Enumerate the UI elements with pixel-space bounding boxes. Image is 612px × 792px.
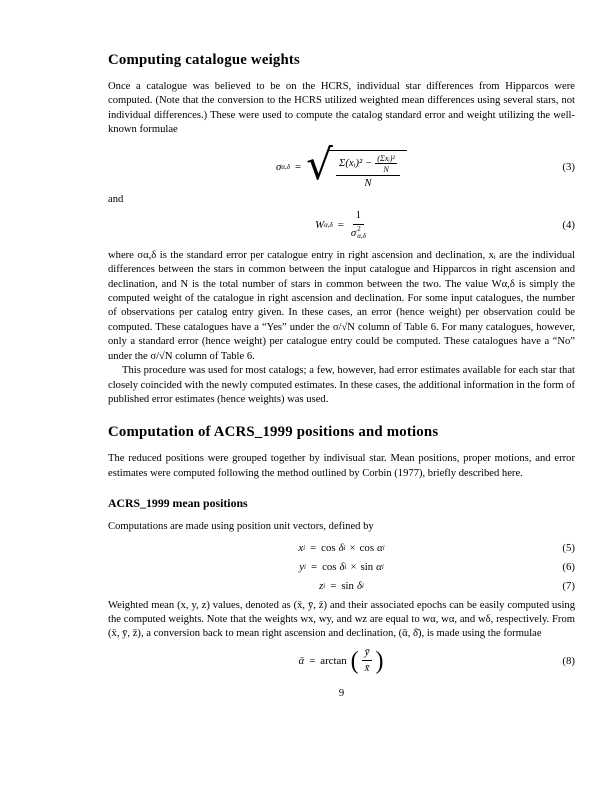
equation-4 bbox=[108, 209, 575, 240]
equation-7 bbox=[108, 580, 575, 592]
paragraph-computation-intro: The reduced positions were grouped together by indivisual star. Mean positions, proper motions, and error estimates were computed following the method outlined by Corbin (1977), briefly described here. bbox=[108, 453, 575, 479]
equation-4-body bbox=[315, 209, 368, 240]
delta-symbol: δ bbox=[356, 579, 362, 592]
equation-5-body bbox=[298, 542, 384, 554]
cos-function: cos bbox=[321, 541, 336, 554]
equation-number-3: (3) bbox=[562, 161, 575, 174]
equation-6-body bbox=[299, 561, 384, 573]
cos-function: cos bbox=[359, 541, 375, 554]
sigma-symbol: σ bbox=[350, 226, 357, 239]
numerator: 1 bbox=[353, 209, 364, 224]
equation-number-6: (6) bbox=[562, 560, 575, 573]
y-subscript: i bbox=[304, 562, 306, 571]
equation-3-body bbox=[276, 139, 407, 191]
denominator bbox=[351, 225, 366, 241]
delta-subscript: i bbox=[343, 543, 346, 552]
paragraph-unit-vectors: Computations are made using position unit vectors, defined by bbox=[108, 521, 374, 533]
sigma-superscript: 2 bbox=[357, 224, 361, 233]
sum-of-squares-term: Σ(xᵢ)² − bbox=[338, 157, 373, 170]
fraction bbox=[351, 209, 366, 240]
square-root bbox=[306, 139, 407, 191]
equals-sign: = bbox=[309, 654, 316, 667]
equation-5 bbox=[108, 542, 575, 554]
sigma-subscript: α,δ bbox=[357, 232, 366, 241]
weight-subscript: α,δ bbox=[324, 221, 333, 230]
equals-sign: = bbox=[295, 161, 302, 174]
equals-sign: = bbox=[337, 219, 344, 232]
equation-number-5: (5) bbox=[562, 541, 575, 554]
right-paren: ) bbox=[375, 647, 384, 675]
x-symbol: x bbox=[298, 541, 304, 554]
x-bar-symbol: x̄ bbox=[364, 662, 370, 675]
equation-7-body bbox=[319, 580, 364, 592]
x-subscript: i bbox=[303, 543, 306, 552]
alpha-symbol: α bbox=[377, 541, 383, 554]
z-symbol: z bbox=[319, 579, 324, 592]
equation-number-7: (7) bbox=[562, 579, 575, 592]
heading-computation-acrs-1999: Computation of ACRS_1999 positions and motions bbox=[108, 424, 439, 441]
equals-sign: = bbox=[330, 579, 337, 592]
inner-fraction bbox=[375, 154, 397, 175]
delta-subscript: i bbox=[344, 562, 347, 571]
fraction bbox=[362, 646, 373, 676]
outer-fraction bbox=[336, 154, 400, 191]
radical-sign-icon: √ bbox=[306, 139, 333, 189]
weight-symbol: W bbox=[315, 219, 325, 232]
y-symbol: y bbox=[299, 560, 305, 573]
cos-function: cos bbox=[322, 560, 337, 573]
y-bar-symbol: ȳ bbox=[362, 646, 373, 661]
text-column bbox=[108, 52, 575, 699]
sigma-symbol: σ bbox=[276, 161, 282, 174]
connector-and: and bbox=[108, 193, 124, 205]
equals-sign: = bbox=[310, 560, 318, 573]
equals-sign: = bbox=[310, 541, 317, 554]
numerator bbox=[336, 154, 400, 177]
paragraph-where-definitions: where σα,δ is the standard error per catalogue entry in right ascension and declination, xᵢ are the individual differences between the stars in common between the input catalogue and Hipparcos in right ascension and declination, and N is the total number of stars in common between the two. The value Wα,δ is simply the computed weight of the catalogue in right ascension and declination. For some input catalogues, the number of observations per catalog entry given. In these cases, an error (hence weight) per observation could be computed. These catalogues have a “Yes” under the σ/√N column of Table 6. For many catalogues, however, only a standard error (hence weight) per catalogue entry could be computed. These catalogues have a “No” under the σ/√N column of Table 6. bbox=[108, 249, 575, 362]
page-number: 9 bbox=[338, 687, 345, 699]
z-subscript: i bbox=[323, 581, 326, 590]
left-paren: ( bbox=[350, 647, 359, 675]
equation-number-4: (4) bbox=[562, 219, 575, 232]
alpha-bar-symbol: ᾱ bbox=[298, 654, 305, 667]
equation-8 bbox=[108, 646, 575, 676]
heading-computing-catalogue-weights: Computing catalogue weights bbox=[108, 52, 301, 68]
inner-numerator: (Σxᵢ)² bbox=[377, 153, 395, 163]
arctan-function: arctan bbox=[320, 654, 347, 667]
paragraph-procedure: This procedure was used for most catalogs; a few, however, had error estimates available for each star that closely coincided with the newly computed estimates. In these cases, the additional information in the form of published error estimates (hence weights) was used. bbox=[108, 365, 575, 405]
equation-number-8: (8) bbox=[562, 654, 575, 667]
sigma-sup-sub bbox=[357, 226, 366, 241]
denominator: N bbox=[364, 177, 372, 190]
alpha-subscript: i bbox=[381, 562, 384, 571]
equation-8-body bbox=[299, 646, 385, 676]
alpha-symbol: α bbox=[376, 560, 382, 573]
times-sign: × bbox=[349, 541, 356, 554]
subheading-acrs-1999-mean-positions: ACRS_1999 mean positions bbox=[108, 496, 248, 511]
radicand bbox=[329, 150, 407, 191]
equation-6 bbox=[108, 561, 575, 573]
sin-function: sin bbox=[360, 560, 374, 573]
delta-subscript: i bbox=[361, 581, 364, 590]
inner-denominator: N bbox=[383, 165, 389, 175]
times-sign: × bbox=[350, 560, 357, 573]
paragraph-weighted-mean: Weighted mean (x, y, z) values, denoted as (x̄, ȳ, z̄) and their associated epochs can be easily computed using the computed weights. Note that the weights wx, wy, and wz are equal to wα, wα, and wδ, respectively. From (x̄, ȳ, z̄), a conversion back to mean right ascension and declination, (ᾱ, δ̄), is made using the formulae bbox=[108, 599, 575, 640]
paragraph-weights-intro: Once a catalogue was believed to be on the HCRS, individual star differences from Hipparcos were computed. (Note that the conversion to the HCRS utilized weighted mean differences using several stars, not individual differences.) These were used to compute the catalog standard error and weight utilizing the well-known formulae bbox=[108, 81, 575, 136]
delta-symbol: δ bbox=[339, 560, 345, 573]
alpha-subscript: i bbox=[382, 543, 385, 552]
delta-symbol: δ bbox=[338, 541, 344, 554]
sigma-subscript: α,δ bbox=[281, 163, 291, 172]
equation-3 bbox=[108, 139, 575, 191]
sin-function: sin bbox=[341, 579, 354, 592]
